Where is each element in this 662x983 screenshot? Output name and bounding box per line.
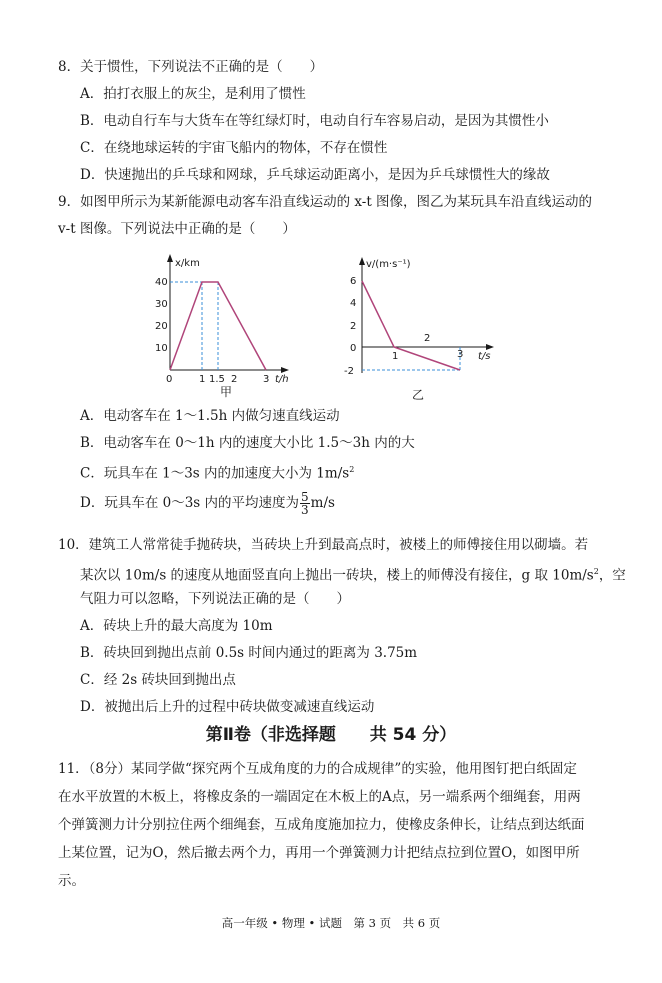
q9-stem-line2: v-t 图像。下列说法中正确的是（ ）: [58, 221, 296, 237]
graph-vt-ytick-2: 2: [350, 321, 357, 332]
q11-line3: 个弹簧测力计分别拉住两个细绳套，互成角度施加拉力，使橡皮条伸长，让结点到达纸面: [58, 817, 585, 833]
graph-xt-caption: 甲: [220, 385, 233, 399]
q11-line2: 在水平放置的木板上，将橡皮条的一端固定在木板上的A点，另一端系两个细绳套，用两: [58, 789, 581, 805]
q10-line2-text: 某次以 10m/s 的速度从地面竖直向上抛出一砖块，楼上的师傅没有接住，g 取 10m/s: [80, 567, 594, 584]
graph-xt-ytick-40: 40: [155, 277, 168, 288]
q9-option-d-denominator: 3: [301, 503, 309, 517]
q11-line5: 示。: [58, 873, 85, 889]
graph-xt-y-arrow: [167, 254, 173, 262]
q10-option-c: C．经 2s 砖块回到抛出点: [80, 672, 236, 688]
section-score: 共 54 分）: [369, 725, 457, 745]
graph-vt-ytick-6: 6: [350, 276, 357, 287]
q9-option-d-fraction: [300, 491, 310, 516]
q10-line2-sup: 2: [593, 567, 599, 576]
q9-option-d: [80, 489, 335, 517]
graph-vt-curve: [362, 281, 460, 370]
graph-xt-xtick-3: 3: [263, 374, 270, 385]
q10-line2-tail: ，空: [598, 567, 626, 584]
q10-line1: 10．建筑工人常常徒手抛砖块，当砖块上升到最高点时，被楼上的师傅接住用以砌墙。若: [58, 537, 589, 553]
graph-vt-x-label: t/s: [478, 351, 491, 362]
q8-option-a: A．拍打衣服上的灰尘，是利用了惯性: [80, 86, 306, 102]
q9-stem-line1: 9．如图甲所示为某新能源电动客车沿直线运动的 x-t 图像，图乙为某玩具车沿直线运动的: [58, 194, 593, 210]
q10-option-b: B．砖块回到抛出点前 0.5s 时间内通过的距离为 3.75m: [80, 645, 418, 661]
graph-xt-x-arrow: [281, 367, 289, 373]
graph-xt-xtick-15: 1.5: [209, 374, 225, 385]
graph-vt-y-label: v/(m·s⁻¹): [366, 259, 411, 270]
graph-xt-xtick-2: 2: [231, 374, 238, 385]
q9-option-c-sup: 2: [349, 465, 355, 474]
q9-option-d-numerator: 5: [301, 490, 309, 504]
q8-option-d: D．快速抛出的乒乓球和网球，乒乓球运动距离小，是因为乒乓球惯性大的缘故: [80, 167, 550, 183]
q9-option-c-text: C．玩具车在 1～3s 内的加速度大小为 1m/s: [80, 465, 350, 482]
q11-line4: 上某位置，记为O，然后撤去两个力，再用一个弹簧测力计把结点拉到位置O，如图甲所: [58, 845, 580, 861]
graph-vt-caption: 乙: [412, 388, 425, 402]
q9-option-a: A．电动客车在 1～1.5h 内做匀速直线运动: [80, 408, 340, 424]
graph-xt-xtick-1: 1: [199, 374, 206, 385]
q8-option-c: C．在绕地球运转的宇宙飞船内的物体，不存在惯性: [80, 140, 388, 156]
q10-line2: [80, 563, 626, 585]
graph-xt-ytick-10: 10: [155, 343, 168, 354]
graph-vt-xtick-3: 3: [457, 349, 464, 360]
q10-option-d: D．被抛出后上升的过程中砖块做变减速直线运动: [80, 699, 375, 715]
graph-vt-xtick-2: 2: [424, 333, 431, 344]
q9-option-d-text: D．玩具车在 0～3s 内的平均速度为: [80, 495, 300, 511]
graph-xt-ytick-30: 30: [155, 299, 168, 310]
graph-vt-x-arrow: [486, 344, 494, 350]
graph-xt: [145, 250, 305, 385]
q8-option-b: B．电动自行车与大货车在等红绿灯时，电动自行车容易启动，是因为其惯性小: [80, 113, 549, 129]
q9-option-d-unit: m/s: [310, 495, 335, 511]
q8-stem: 8．关于惯性，下列说法不正确的是（ ）: [58, 59, 324, 75]
section-title: [0, 720, 662, 745]
graph-xt-ytick-20: 20: [155, 321, 168, 332]
q9-option-b: B．电动客车在 0～1h 内的速度大小比 1.5～3h 内的大: [80, 435, 415, 451]
q10-option-a: A．砖块上升的最大高度为 10m: [80, 618, 273, 634]
graph-vt-xtick-1: 1: [392, 351, 399, 362]
section-title-text: 第Ⅱ卷（非选择题: [205, 725, 336, 745]
graph-vt-ytick-4: 4: [350, 298, 357, 309]
graph-vt-ytick-0: 0: [350, 343, 357, 354]
graph-vt-ytick-neg2: -2: [344, 366, 354, 377]
q9-option-c: [80, 461, 354, 483]
graph-xt-y-label: x/km: [175, 258, 200, 269]
graph-xt-x-label: t/h: [275, 374, 289, 385]
q11-line1: 11．（8分）某同学做“探究两个互成角度的力的合成规律”的实验，他用图钉把白纸固定: [58, 761, 577, 777]
page-footer: 高一年级 • 物理 • 试题 第 3 页 共 6 页: [221, 916, 441, 930]
graph-xt-curve: [170, 282, 266, 370]
q10-line3: 气阻力可以忽略，下列说法正确的是（ ）: [80, 591, 350, 607]
graph-vt: [340, 255, 510, 380]
graph-vt-y-arrow: [359, 257, 365, 265]
graph-xt-xtick-0: 0: [166, 374, 173, 385]
